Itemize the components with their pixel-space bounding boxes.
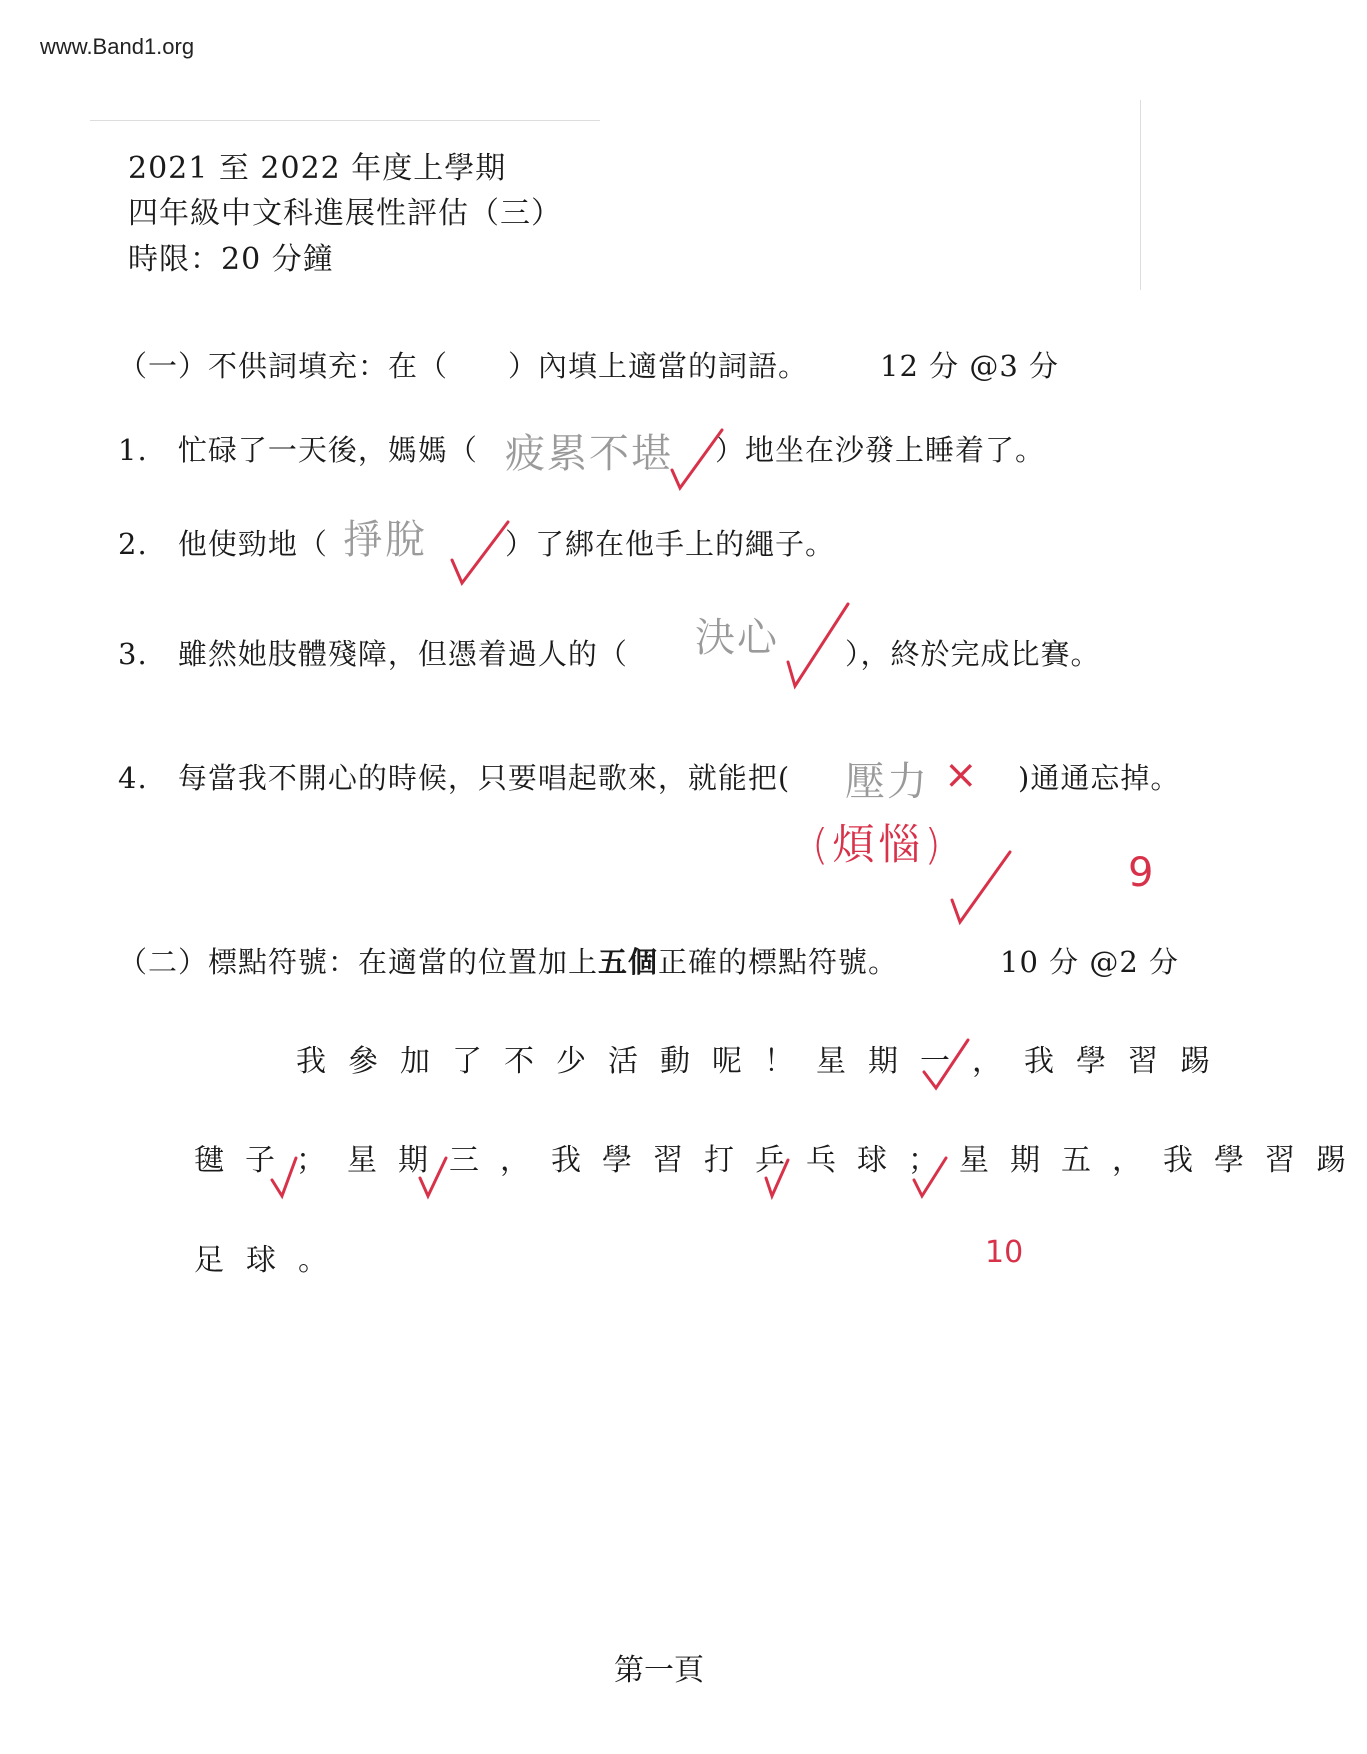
section2-score: 10 分 @2 分 bbox=[1000, 945, 1180, 979]
answer-4-handwritten: 壓力 bbox=[845, 759, 929, 805]
watermark: www.Band1.org bbox=[40, 34, 195, 59]
question-text-before: 他使勁地（ bbox=[177, 527, 328, 561]
question-text-before: 每當我不開心的時候，只要唱起歌來，就能把( bbox=[177, 761, 791, 795]
answer-3-handwritten: 決心 bbox=[695, 615, 779, 661]
question-number: 4. bbox=[118, 761, 148, 795]
section1-heading: （一）不供詞填充：在（ ）內填上適當的詞語。 bbox=[118, 349, 809, 383]
scan-artifact-line bbox=[1140, 100, 1141, 290]
question-1 bbox=[118, 428, 478, 469]
tick-icon bbox=[452, 522, 508, 583]
header-title: 四年級中文科進展性評估（三） bbox=[128, 196, 562, 231]
section1-mark: 9 bbox=[1128, 850, 1154, 896]
correction-handwritten: (煩惱) bbox=[812, 820, 945, 869]
tick-icon bbox=[788, 604, 848, 686]
question-2 bbox=[118, 522, 328, 563]
question-number: 2. bbox=[118, 527, 148, 561]
passage-line-3: 足球。 bbox=[194, 1243, 350, 1278]
question-text-after: )通通忘掉。 bbox=[1018, 761, 1181, 795]
header-time-limit: 時限：20 分鐘 bbox=[128, 242, 334, 277]
section1-score: 12 分 @3 分 bbox=[880, 349, 1060, 383]
heading-text: 正確的標點符號。 bbox=[658, 945, 899, 979]
question-text-after: ），終於完成比賽。 bbox=[845, 637, 1101, 671]
question-text-after: ）地坐在沙發上睡着了。 bbox=[715, 433, 1046, 467]
question-text-after: ）了綁在他手上的繩子。 bbox=[505, 527, 836, 561]
wrong-mark-icon: × bbox=[944, 752, 978, 798]
heading-text: （二）標點符號：在適當的位置加上 bbox=[118, 945, 599, 979]
tick-icon bbox=[952, 852, 1010, 922]
header-year: 2021 至 2022 年度上學期 bbox=[128, 151, 507, 186]
question-3 bbox=[118, 632, 628, 673]
page-number: 第一頁 bbox=[614, 1653, 704, 1688]
question-text-before: 忙碌了一天後，媽媽（ bbox=[177, 433, 478, 467]
scan-artifact-line bbox=[90, 120, 600, 121]
answer-2-handwritten: 掙脫 bbox=[343, 517, 427, 563]
section2-heading bbox=[118, 940, 898, 981]
question-4 bbox=[118, 756, 790, 797]
heading-emphasis: 五個 bbox=[598, 945, 659, 979]
question-number: 1. bbox=[118, 433, 148, 467]
answer-1-handwritten: 疲累不堪 bbox=[505, 431, 673, 477]
passage-line-2: 毽子；星期三，我學習打乒乓球；星期五，我學習踢 bbox=[194, 1143, 1367, 1178]
question-number: 3. bbox=[118, 637, 148, 671]
question-text-before: 雖然她肢體殘障，但憑着過人的（ bbox=[177, 637, 628, 671]
passage-line-1: 我參加了不少活動呢！星期一，我學習踢 bbox=[296, 1044, 1232, 1079]
section2-mark: 10 bbox=[985, 1235, 1024, 1270]
